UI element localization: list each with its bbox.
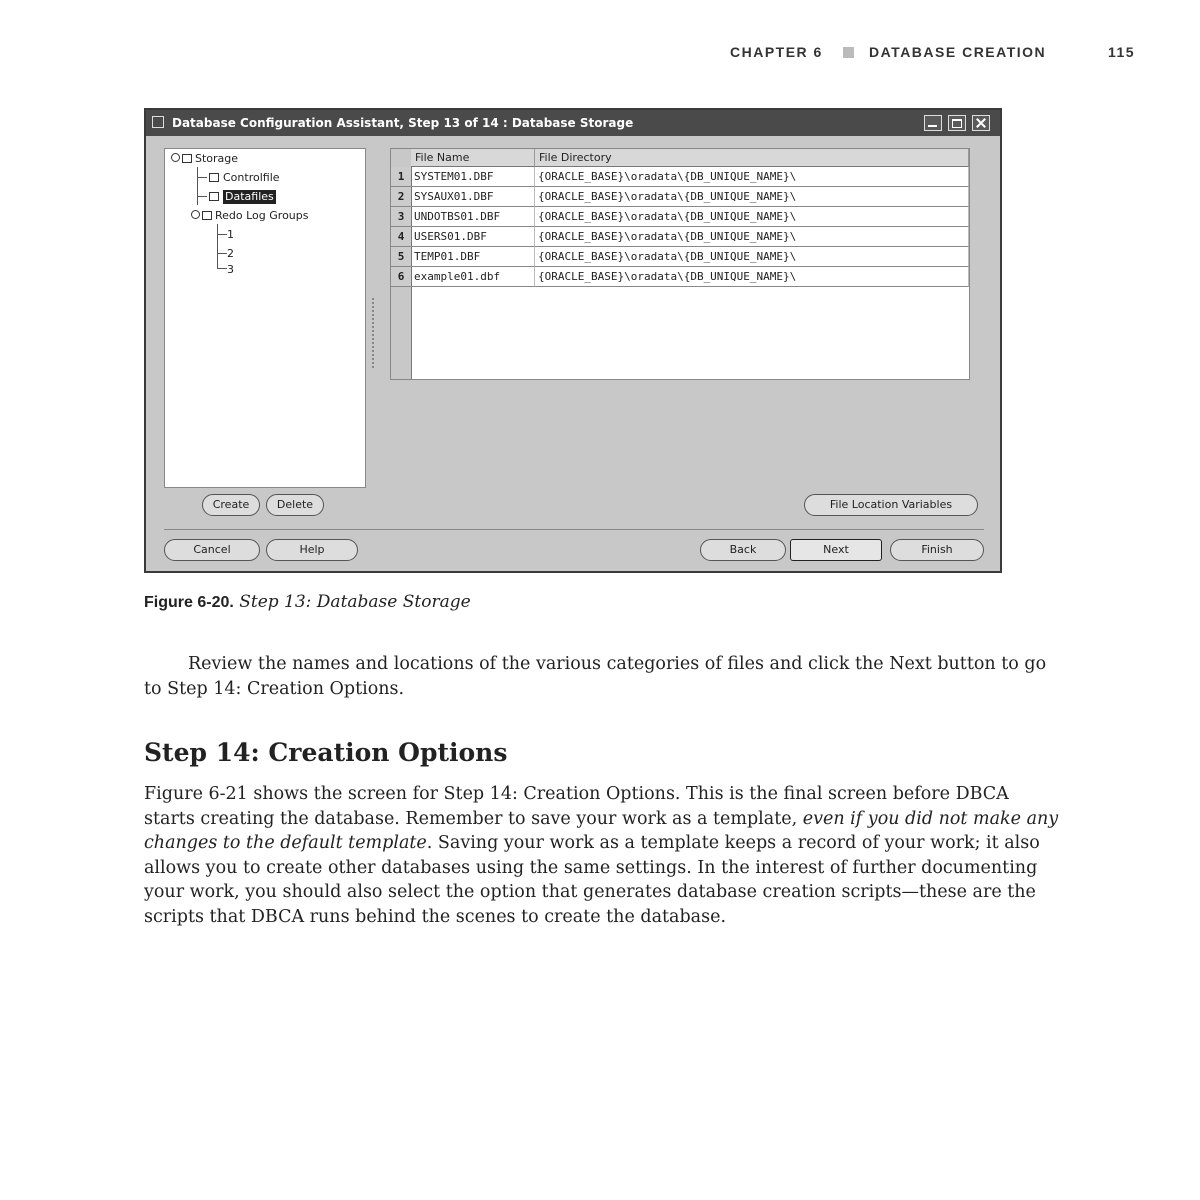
maximize-icon[interactable] [948,115,966,131]
paragraph-creation-options [144,782,1064,929]
figure-title: Step 13: Database Storage [239,592,471,612]
panel-splitter[interactable] [372,298,376,368]
paragraph-review: Review the names and locations of the various categories of files and click the Next button to go to Step 14: Creation Options. [144,654,1047,699]
table-cell-file-name[interactable]: UNDOTBS01.DBF [411,207,535,227]
table-cell-file-name[interactable]: SYSAUX01.DBF [411,187,535,207]
section-label: DATABASE CREATION [869,44,1047,60]
collapse-icon[interactable] [171,153,180,162]
help-button[interactable]: Help [266,539,358,561]
chapter-label: CHAPTER 6 [730,44,823,60]
datafiles-table [390,148,970,380]
table-cell-file-name[interactable]: example01.dbf [411,267,535,287]
create-button[interactable]: Create [202,494,260,516]
folder-icon [182,154,192,163]
paragraph-text: Figure 6-21 shows the screen for Step 14: Creation Options. This is the final screen before DBCA starts creating the database. Remember to save your work as a template, [144,784,1009,829]
row-number: 1 [391,167,411,187]
table-cell-file-directory[interactable]: {ORACLE_BASE}\oradata\{DB_UNIQUE_NAME}\ [535,267,969,287]
table-cell-file-directory[interactable]: {ORACLE_BASE}\oradata\{DB_UNIQUE_NAME}\ [535,247,969,267]
window-titlebar[interactable] [146,110,1000,136]
file-location-variables-button[interactable]: File Location Variables [804,494,978,516]
controlfile-icon [209,173,219,182]
back-button[interactable]: Back [700,539,786,561]
table-cell-file-directory[interactable]: {ORACLE_BASE}\oradata\{DB_UNIQUE_NAME}\ [535,187,969,207]
folder-icon [209,192,219,201]
collapse-icon[interactable] [191,210,200,219]
separator-square [843,47,854,58]
figure-number: Figure 6-20. [144,594,234,611]
finish-button[interactable]: Finish [890,539,984,561]
app-icon [152,116,164,128]
cancel-button[interactable]: Cancel [164,539,260,561]
running-head [730,44,1140,64]
footer-divider [164,529,984,530]
paragraph-emphasis: even if you did not make any changes to the default template [144,808,1059,853]
next-button[interactable]: Next [790,539,882,561]
delete-button[interactable]: Delete [266,494,324,516]
folder-icon [202,211,212,220]
section-heading: Step 14: Creation Options [144,738,508,767]
figure-caption [144,592,471,612]
table-cell-file-directory[interactable]: {ORACLE_BASE}\oradata\{DB_UNIQUE_NAME}\ [535,227,969,247]
column-header-file-directory[interactable]: File Directory [535,149,969,167]
dbca-window [144,108,1002,573]
row-number: 2 [391,187,411,207]
page-number: 115 [1108,44,1136,60]
table-cell-file-name[interactable]: SYSTEM01.DBF [411,167,535,187]
storage-tree: Storage Controlfile Datafiles Redo Log Groups 1 2 3 [164,148,366,488]
window-title: Database Configuration Assistant, Step 13 of 14 : Database Storage [172,116,634,130]
table-cell-file-name[interactable]: TEMP01.DBF [411,247,535,267]
table-cell-file-name[interactable]: USERS01.DBF [411,227,535,247]
table-cell-file-directory[interactable]: {ORACLE_BASE}\oradata\{DB_UNIQUE_NAME}\ [535,167,969,187]
row-number: 5 [391,247,411,267]
row-number: 6 [391,267,411,287]
row-number: 4 [391,227,411,247]
paragraph-text: . Saving your work as a template keeps a record of your work; it also allows you to create other databases using the same settings. In the interest of further documenting your work, you should also select the option that generates database creation scripts—these are the scripts that DBCA runs behind the scenes to create the database. [144,833,1040,927]
column-header-file-name[interactable]: File Name [411,149,535,167]
minimize-icon[interactable] [924,115,942,131]
row-number: 3 [391,207,411,227]
close-icon[interactable] [972,115,990,131]
table-cell-file-directory[interactable]: {ORACLE_BASE}\oradata\{DB_UNIQUE_NAME}\ [535,207,969,227]
